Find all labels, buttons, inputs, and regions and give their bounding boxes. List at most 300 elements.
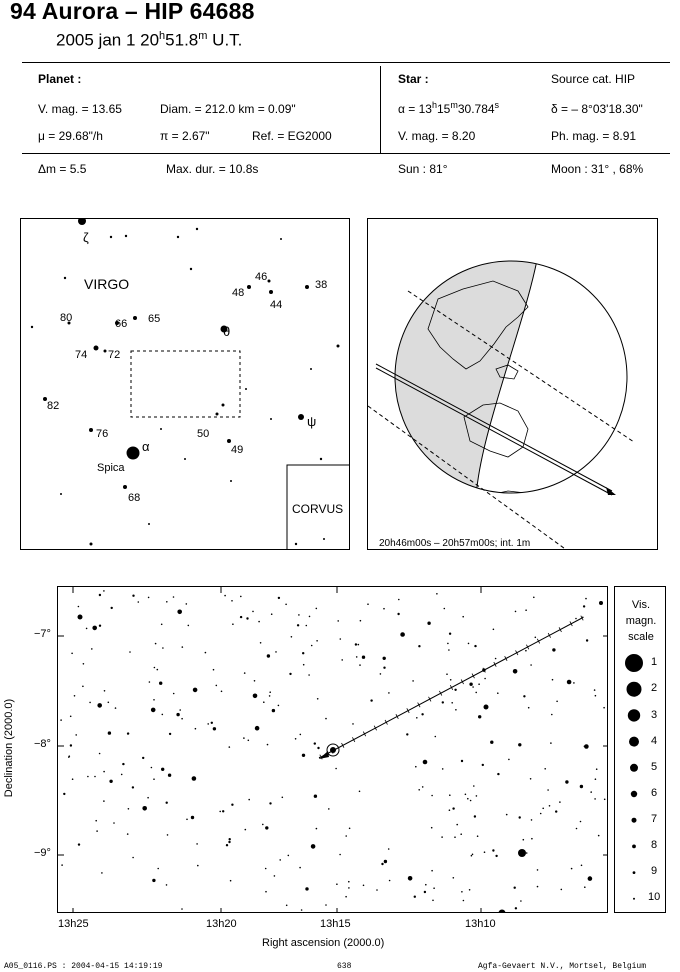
- detail-star: [108, 731, 111, 734]
- detail-star: [497, 773, 499, 775]
- detail-star: [422, 786, 424, 788]
- footer-file: A05_0116.PS : 2004-04-15 14:19:19: [4, 962, 163, 971]
- detail-star: [169, 733, 171, 735]
- detail-star: [308, 674, 310, 676]
- detail-star: [336, 883, 338, 885]
- star-label-psi: ψ: [307, 414, 317, 429]
- detail-star: [99, 625, 101, 627]
- detail-star: [155, 643, 157, 645]
- detail-star: [267, 744, 269, 746]
- detail-star: [279, 859, 281, 861]
- detail-star: [317, 698, 319, 700]
- x-tick-label-1315: 13h15: [320, 918, 351, 930]
- detail-star: [540, 813, 542, 815]
- finder-star: [216, 413, 219, 416]
- detail-star: [282, 797, 284, 799]
- detail-star: [128, 808, 130, 810]
- detail-star: [97, 703, 102, 708]
- detail-star: [94, 776, 96, 778]
- detail-star: [129, 651, 131, 653]
- mag-scale-dot: [627, 682, 642, 697]
- detail-star: [328, 808, 330, 810]
- mag-label-4: 4: [651, 735, 658, 747]
- detail-star: [213, 727, 216, 730]
- detail-star: [191, 816, 194, 819]
- detail-star: [594, 689, 596, 691]
- detail-star: [547, 789, 549, 791]
- finder-star: [127, 447, 140, 460]
- detail-star: [147, 797, 149, 799]
- detail-star: [388, 692, 390, 694]
- detail-star: [515, 907, 517, 909]
- detail-star: [358, 644, 360, 646]
- detail-star: [181, 718, 183, 720]
- detail-star: [314, 795, 317, 798]
- detail-star: [449, 633, 451, 635]
- detail-star: [317, 747, 319, 749]
- detail-star: [70, 716, 72, 718]
- finder-star: [64, 277, 66, 279]
- star-label-spica: Spica: [97, 462, 125, 474]
- detail-star: [226, 844, 228, 846]
- detail-star: [316, 640, 318, 642]
- detail-star: [127, 833, 129, 835]
- detail-star: [122, 763, 124, 765]
- finder-stars: [31, 219, 340, 546]
- detail-star: [83, 663, 85, 665]
- detail-star: [599, 601, 603, 605]
- finder-star: [125, 235, 127, 237]
- detail-star: [248, 740, 250, 742]
- detail-star: [253, 694, 258, 699]
- detail-star: [590, 791, 592, 793]
- detail-star: [588, 876, 593, 881]
- detail-star: [96, 830, 98, 832]
- detail-star: [463, 900, 465, 902]
- detail-star: [104, 690, 106, 692]
- detail-star: [416, 717, 418, 719]
- detail-star: [389, 880, 391, 882]
- detail-star: [303, 664, 305, 666]
- planet-ref: Ref. = EG2000: [252, 129, 332, 143]
- planet-pi: π = 2.67": [160, 129, 210, 143]
- detail-star: [418, 789, 420, 791]
- detail-star: [153, 699, 155, 701]
- globe-time-caption: 20h46m00s – 20h57m00s; int. 1m: [379, 538, 531, 549]
- detail-star: [101, 872, 103, 874]
- detail-star: [526, 852, 528, 854]
- header-divider: [380, 66, 381, 154]
- detail-star: [78, 843, 80, 845]
- finder-star: [184, 458, 186, 460]
- detail-star: [595, 695, 597, 697]
- detail-star: [349, 828, 351, 830]
- detail-star: [531, 838, 533, 840]
- detail-star: [248, 799, 250, 801]
- detail-star: [359, 664, 361, 666]
- detail-star: [474, 645, 476, 647]
- detail-chart-svg: [58, 587, 608, 913]
- detail-star: [103, 590, 105, 592]
- finder-star: [323, 538, 325, 540]
- detail-star: [454, 836, 456, 838]
- detail-star: [431, 827, 433, 829]
- detail-star: [484, 678, 486, 680]
- detail-star: [341, 659, 343, 661]
- detail-star: [162, 647, 164, 649]
- x-tick-label-1310: 13h10: [465, 918, 496, 930]
- detail-star: [207, 723, 209, 725]
- detail-star: [573, 682, 575, 684]
- detail-star: [325, 718, 327, 720]
- detail-star: [513, 669, 518, 674]
- detail-star: [552, 648, 555, 651]
- mag-scale-dot: [630, 764, 638, 772]
- detail-star: [243, 737, 245, 739]
- detail-star: [162, 714, 164, 716]
- detail-star: [515, 611, 517, 613]
- detail-star: [299, 867, 301, 869]
- detail-star: [499, 910, 506, 914]
- detail-star: [151, 767, 153, 769]
- star-label-theta: θ: [223, 324, 231, 339]
- star-label-49: 49: [231, 444, 244, 456]
- detail-star: [565, 780, 568, 783]
- finder-chart-svg: [21, 219, 350, 550]
- constellation-corvus: CORVUS: [292, 502, 344, 516]
- detail-star: [92, 626, 97, 631]
- star-label-82: 82: [47, 400, 60, 412]
- detail-star: [181, 908, 183, 910]
- detail-star: [604, 799, 606, 801]
- detail-star: [258, 621, 260, 623]
- detail-star: [472, 854, 474, 856]
- finder-star: [123, 485, 127, 489]
- detail-star: [367, 603, 369, 605]
- y-axis-label: Declination (2000.0): [3, 698, 15, 798]
- detail-star: [586, 639, 588, 641]
- detail-star: [598, 835, 600, 837]
- detail-star: [400, 632, 405, 637]
- detail-star: [444, 608, 446, 610]
- detail-star: [231, 600, 233, 602]
- detail-star: [518, 849, 526, 857]
- detail-star: [497, 692, 499, 694]
- detail-star: [152, 879, 155, 882]
- detail-star: [71, 653, 73, 655]
- detail-star: [289, 673, 291, 675]
- detail-star: [567, 680, 572, 685]
- globe-svg: [368, 219, 658, 550]
- star-label-80: 80: [60, 312, 73, 324]
- star-label-76: 76: [96, 428, 109, 440]
- star-label-alpha: α: [142, 439, 150, 454]
- star-label-48: 48: [232, 287, 245, 299]
- star-phmag: Ph. mag. = 8.91: [551, 129, 637, 143]
- detail-star: [544, 768, 546, 770]
- finder-star: [305, 285, 309, 289]
- mag-scale-dot: [625, 654, 643, 672]
- finder-star: [269, 290, 273, 294]
- detail-star: [549, 805, 551, 807]
- detail-star: [262, 824, 264, 826]
- detail-star: [431, 870, 433, 872]
- detail-star: [418, 645, 420, 647]
- detail-chart: [57, 586, 608, 913]
- finder-star: [78, 219, 86, 225]
- header-rule-top: [22, 62, 670, 63]
- detail-star: [595, 778, 597, 780]
- mag-scale-title-3: scale: [628, 631, 654, 643]
- detail-star: [186, 603, 188, 605]
- detail-star: [448, 649, 450, 651]
- detail-star: [575, 618, 577, 620]
- finder-star: [295, 543, 297, 545]
- detail-star: [450, 679, 452, 681]
- detail-area-box: [131, 351, 240, 417]
- detail-star: [314, 742, 316, 744]
- detail-star: [86, 628, 88, 630]
- detail-star: [525, 609, 527, 611]
- detail-star: [157, 868, 159, 870]
- detail-star: [397, 613, 399, 615]
- finder-star: [268, 280, 271, 283]
- detail-star: [255, 726, 260, 731]
- detail-star: [274, 875, 276, 877]
- detail-star: [446, 673, 448, 675]
- detail-star: [388, 848, 390, 850]
- detail-star: [423, 760, 428, 765]
- detail-star: [108, 702, 110, 704]
- star-label-65: 65: [148, 313, 161, 325]
- star-label-46: 46: [255, 271, 268, 283]
- planet-heading: Planet :: [38, 72, 82, 86]
- detail-star: [340, 638, 342, 640]
- detail-star: [482, 764, 484, 766]
- detail-star: [192, 776, 197, 781]
- detail-star: [153, 778, 155, 780]
- detail-star: [70, 744, 72, 746]
- sun-elongation: Sun : 81°: [398, 162, 448, 176]
- detail-star: [348, 887, 350, 889]
- detail-star: [286, 905, 288, 907]
- detail-star: [552, 679, 554, 681]
- finder-star: [90, 543, 93, 546]
- detail-star: [585, 598, 587, 600]
- planet-mu: μ = 29.68"/h: [38, 129, 103, 143]
- detail-star: [345, 896, 347, 898]
- detail-star: [278, 705, 280, 707]
- detail-star: [231, 804, 233, 806]
- detail-star: [291, 636, 293, 638]
- detail-star: [115, 707, 117, 709]
- mag-label-1: 1: [651, 656, 658, 668]
- detail-star: [456, 824, 458, 826]
- detail-star: [542, 808, 544, 810]
- detail-star: [380, 673, 382, 675]
- finder-star: [133, 316, 137, 320]
- detail-star: [442, 701, 444, 703]
- detail-star: [245, 829, 247, 831]
- detail-star: [384, 860, 387, 863]
- detail-star: [495, 855, 497, 857]
- event-datetime: 2005 jan 1 20$^h$51.8$^m$ U.T.: [56, 30, 243, 50]
- detail-star: [211, 722, 213, 724]
- detail-star: [179, 709, 181, 711]
- detail-star: [95, 820, 97, 822]
- detail-star: [263, 701, 265, 703]
- detail-star: [288, 855, 290, 857]
- detail-star: [559, 801, 561, 803]
- finder-star: [31, 326, 33, 328]
- detail-star: [596, 768, 598, 770]
- detail-star: [297, 624, 299, 626]
- detail-star: [478, 683, 480, 685]
- detail-star: [111, 607, 113, 609]
- detail-star: [490, 741, 493, 744]
- detail-star: [580, 821, 582, 823]
- detail-star: [531, 819, 533, 821]
- mag-scale-dot: [632, 818, 637, 823]
- mag-label-5: 5: [651, 761, 658, 773]
- detail-star: [298, 614, 300, 616]
- detail-star: [453, 877, 455, 879]
- finder-star: [280, 238, 282, 240]
- planet-diam: Diam. = 212.0 km = 0.09": [160, 102, 296, 116]
- detail-star: [432, 900, 434, 902]
- detail-star: [228, 841, 230, 843]
- detail-star: [474, 815, 476, 817]
- detail-star: [478, 715, 481, 718]
- detail-star: [99, 594, 101, 596]
- finder-star: [196, 228, 198, 230]
- detail-star: [519, 816, 521, 818]
- detail-star: [523, 695, 525, 697]
- finder-star: [94, 346, 99, 351]
- detail-star: [167, 834, 169, 836]
- detail-star: [576, 828, 578, 830]
- mag-label-8: 8: [651, 839, 658, 851]
- moon-info: Moon : 31° , 68%: [551, 162, 644, 176]
- detail-star: [362, 656, 365, 659]
- detail-star: [528, 707, 530, 709]
- delta-mag: Δm = 5.5: [38, 162, 87, 176]
- detail-star: [484, 705, 489, 710]
- y-tick-label-7: −7°: [34, 628, 51, 640]
- finder-star: [110, 236, 112, 238]
- detail-star: [121, 774, 123, 776]
- detail-star: [467, 798, 469, 800]
- detail-star: [161, 624, 163, 626]
- detail-star: [300, 734, 302, 736]
- finder-star: [310, 368, 312, 370]
- detail-star: [177, 610, 182, 615]
- detail-star: [301, 909, 303, 911]
- detail-star: [265, 868, 267, 870]
- detail-star: [451, 702, 453, 704]
- detail-star: [63, 793, 65, 795]
- detail-star: [196, 843, 198, 845]
- detail-star: [142, 757, 144, 759]
- detail-star: [213, 669, 215, 671]
- detail-star: [188, 625, 190, 627]
- detail-star: [149, 681, 151, 683]
- detail-star: [383, 667, 385, 669]
- detail-star: [161, 768, 164, 771]
- detail-star: [383, 657, 386, 660]
- detail-star: [561, 889, 563, 891]
- detail-star: [295, 738, 297, 740]
- detail-star: [414, 896, 416, 898]
- detail-star: [339, 854, 341, 856]
- detail-star: [370, 699, 372, 701]
- detail-star: [197, 865, 199, 867]
- detail-star: [520, 900, 522, 902]
- detail-star: [555, 810, 557, 812]
- target-star: [330, 747, 336, 753]
- mag-scale-title-2: magn.: [625, 615, 657, 627]
- detail-star: [74, 695, 76, 697]
- finder-star: [190, 268, 192, 270]
- y-tick-label-8: −8°: [34, 738, 51, 750]
- detail-star: [302, 652, 304, 654]
- finder-star: [270, 418, 272, 420]
- mag-label-10: 10: [648, 891, 661, 903]
- detail-star: [412, 680, 414, 682]
- detail-star: [91, 648, 93, 650]
- detail-star: [267, 654, 270, 657]
- detail-star: [449, 809, 451, 811]
- detail-star: [60, 719, 62, 721]
- detail-star: [408, 876, 413, 881]
- detail-star: [594, 798, 596, 800]
- detail-star: [205, 652, 207, 654]
- finder-star: [298, 414, 304, 420]
- detail-star: [173, 596, 175, 598]
- detail-star: [381, 863, 383, 865]
- detail-star: [523, 839, 525, 841]
- detail-star: [78, 606, 80, 608]
- detail-star: [285, 604, 287, 606]
- detail-star: [492, 849, 494, 851]
- detail-star: [309, 616, 311, 618]
- detail-star: [182, 646, 184, 648]
- detail-star: [581, 865, 583, 867]
- detail-star: [269, 802, 271, 804]
- finder-star: [245, 388, 247, 390]
- finder-chart: [20, 218, 350, 550]
- star-heading: Star :: [398, 72, 429, 86]
- detail-star: [583, 605, 585, 607]
- detail-star: [265, 891, 267, 893]
- detail-star: [359, 791, 361, 793]
- detail-star: [269, 695, 271, 697]
- y-tick-label-9: −9°: [34, 847, 51, 859]
- detail-star: [132, 595, 134, 597]
- mag-scale-svg: [615, 587, 666, 913]
- detail-star: [603, 707, 605, 709]
- detail-star: [216, 685, 218, 687]
- detail-star: [484, 851, 486, 853]
- detail-star: [311, 645, 313, 647]
- detail-star: [316, 608, 318, 610]
- star-delta: δ = – 8°03'18.30": [551, 102, 643, 116]
- detail-star: [447, 643, 449, 645]
- detail-star: [537, 869, 539, 871]
- x-ticks: [73, 587, 481, 913]
- mag-scale-dot: [631, 791, 637, 797]
- detail-star: [229, 746, 231, 748]
